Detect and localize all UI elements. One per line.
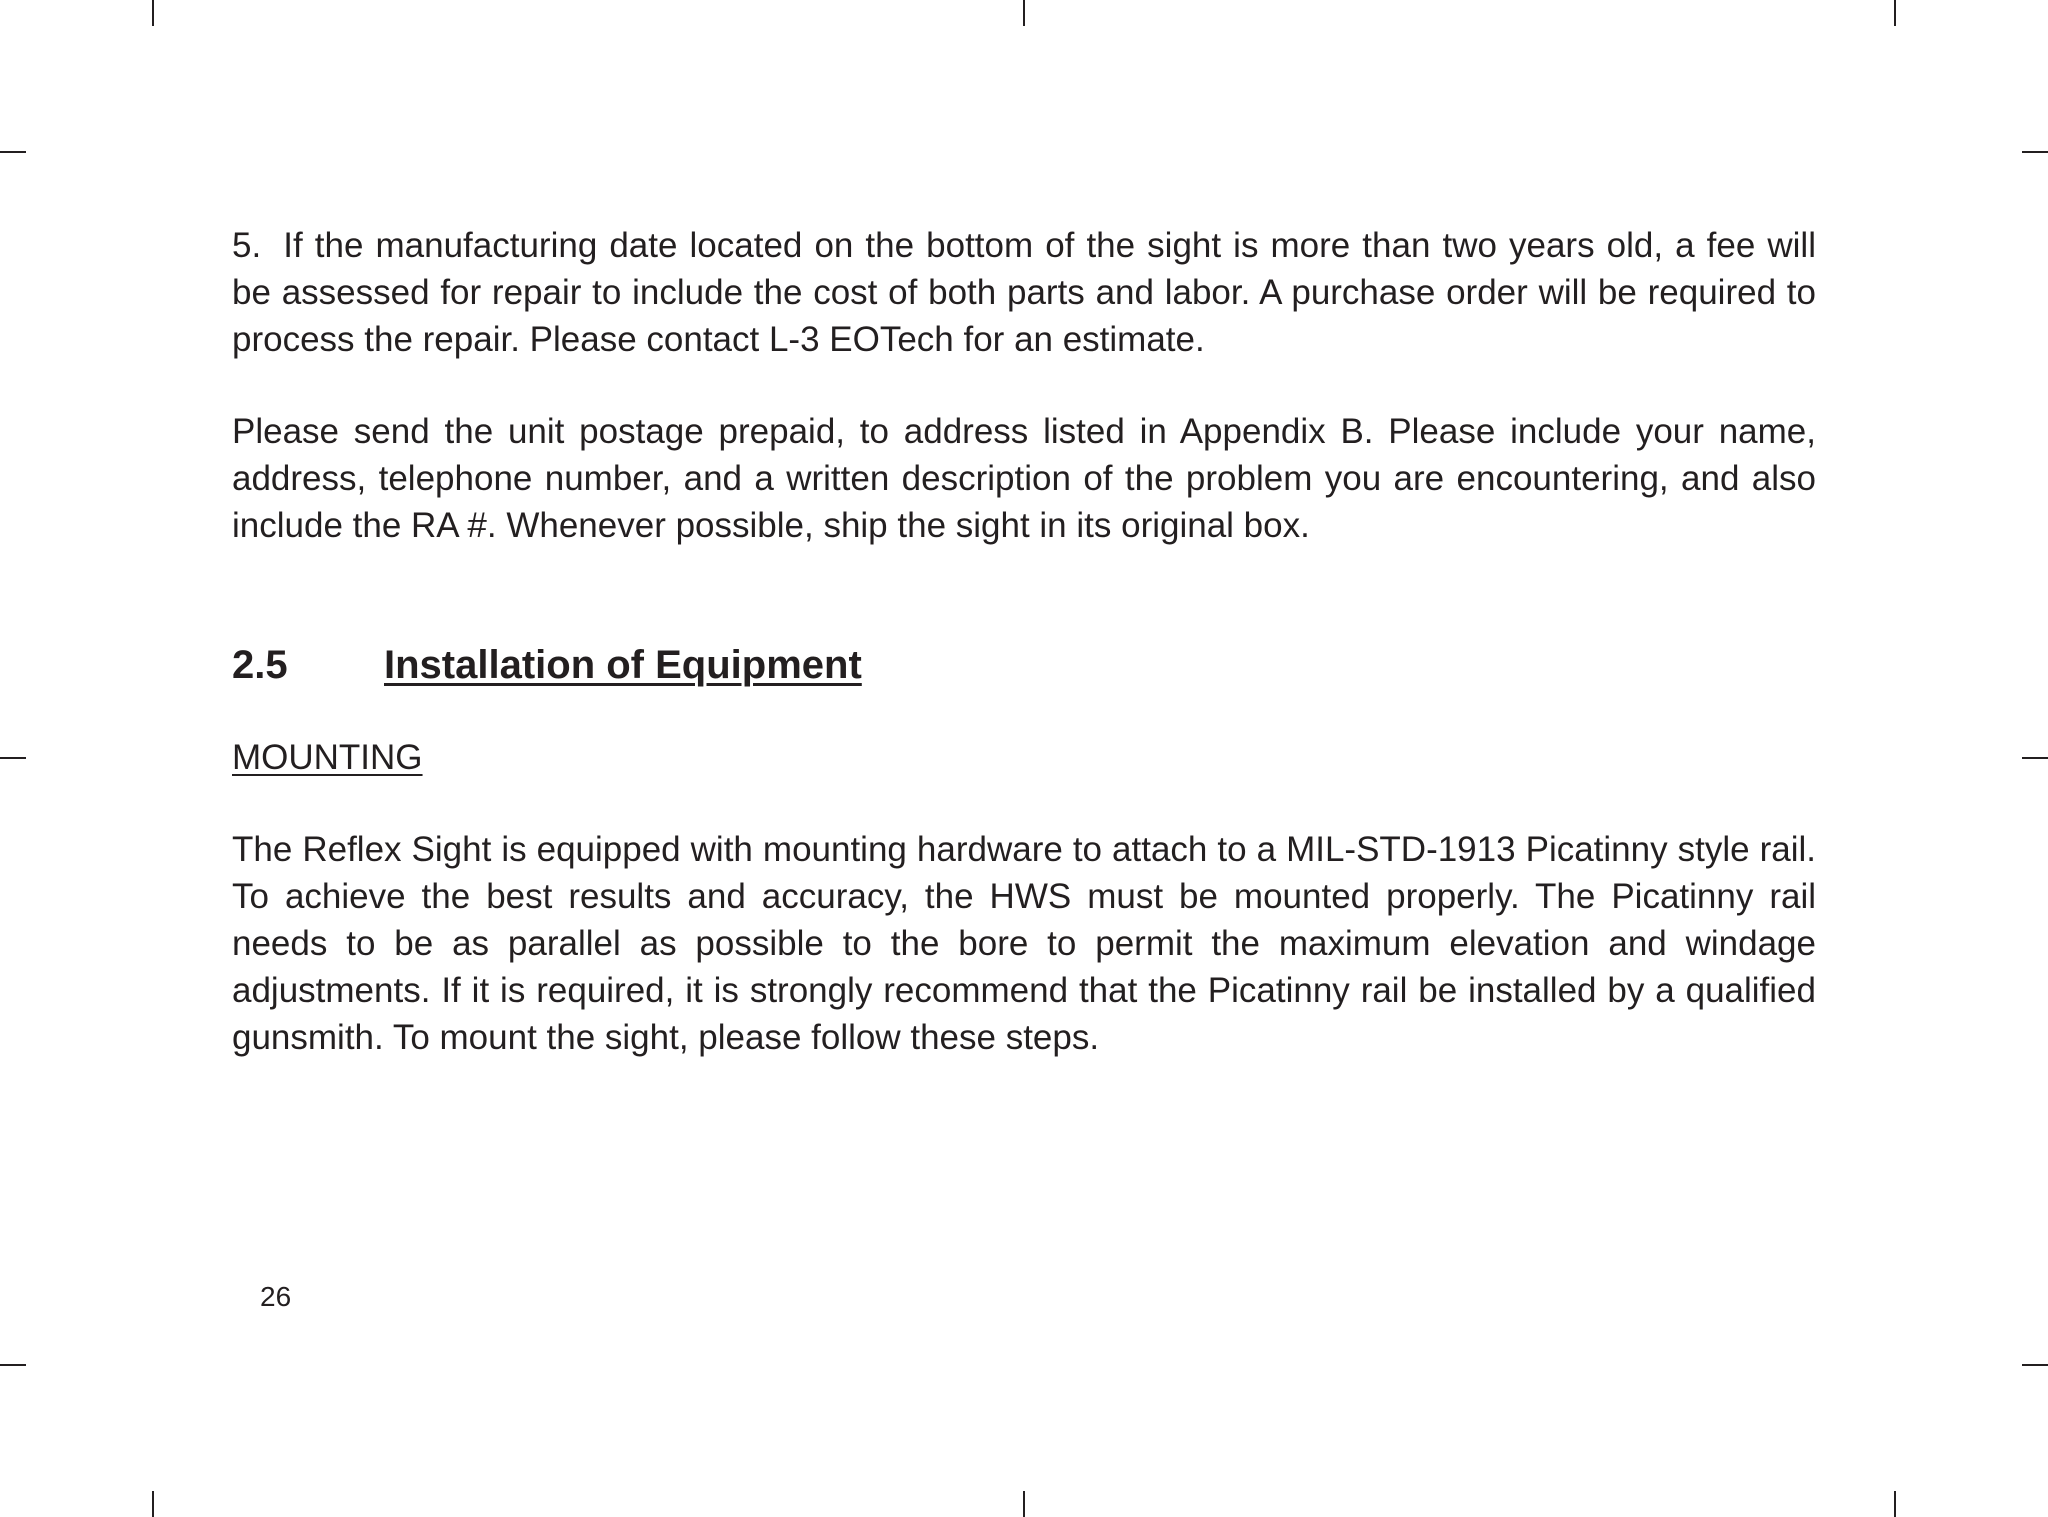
shipping-paragraph: Please send the unit postage prepaid, to address listed in Appendix B. Please include your name, address, telephone number, and a written description of the problem you are encountering, and also include the RA #. Whenever possible, ship the sight in its original box. <box>232 412 1816 545</box>
page-content <box>232 222 1816 1061</box>
crop-mark-top-right <box>1894 0 1896 26</box>
crop-mark-left-top <box>0 151 26 153</box>
page-number: 26 <box>260 1281 292 1312</box>
crop-mark-right-bottom <box>2022 1364 2048 1366</box>
crop-mark-bottom-right <box>1894 1491 1896 1517</box>
crop-mark-bottom-left <box>152 1491 154 1517</box>
section-heading <box>232 641 1816 689</box>
crop-mark-right-top <box>2022 151 2048 153</box>
list-item-number: 5. <box>232 226 262 265</box>
section-title: Installation of Equipment <box>384 643 862 687</box>
crop-mark-top-left <box>152 0 154 26</box>
crop-mark-bottom-center <box>1023 1491 1025 1517</box>
section-number: 2.5 <box>232 643 288 687</box>
list-item-text: If the manufacturing date located on the bottom of the sight is more than two years old, a fee will be assessed for repair to include the cost of both parts and labor. A purchase order will be required to process the repair. Please contact L-3 EOTech for an estimate. <box>232 226 1816 359</box>
crop-mark-top-center <box>1023 0 1025 26</box>
mounting-paragraph: The Reflex Sight is equipped with mounting hardware to attach to a MIL-STD-1913 Picatinny style rail. To achieve the best results and accuracy, the HWS must be mounted properly. The Picatinny rail needs to be as parallel as possible to the bore to permit the maximum elevation and windage adjustments. If it is required, it is strongly recommend that the Picatinny rail be installed by a qualified gunsmith. To mount the sight, please follow these steps. <box>232 830 1816 1057</box>
crop-mark-right-middle <box>2022 757 2048 759</box>
list-item-5 <box>232 222 1816 363</box>
subsection-heading: MOUNTING <box>232 738 423 777</box>
crop-mark-left-middle <box>0 757 26 759</box>
crop-mark-left-bottom <box>0 1364 26 1366</box>
